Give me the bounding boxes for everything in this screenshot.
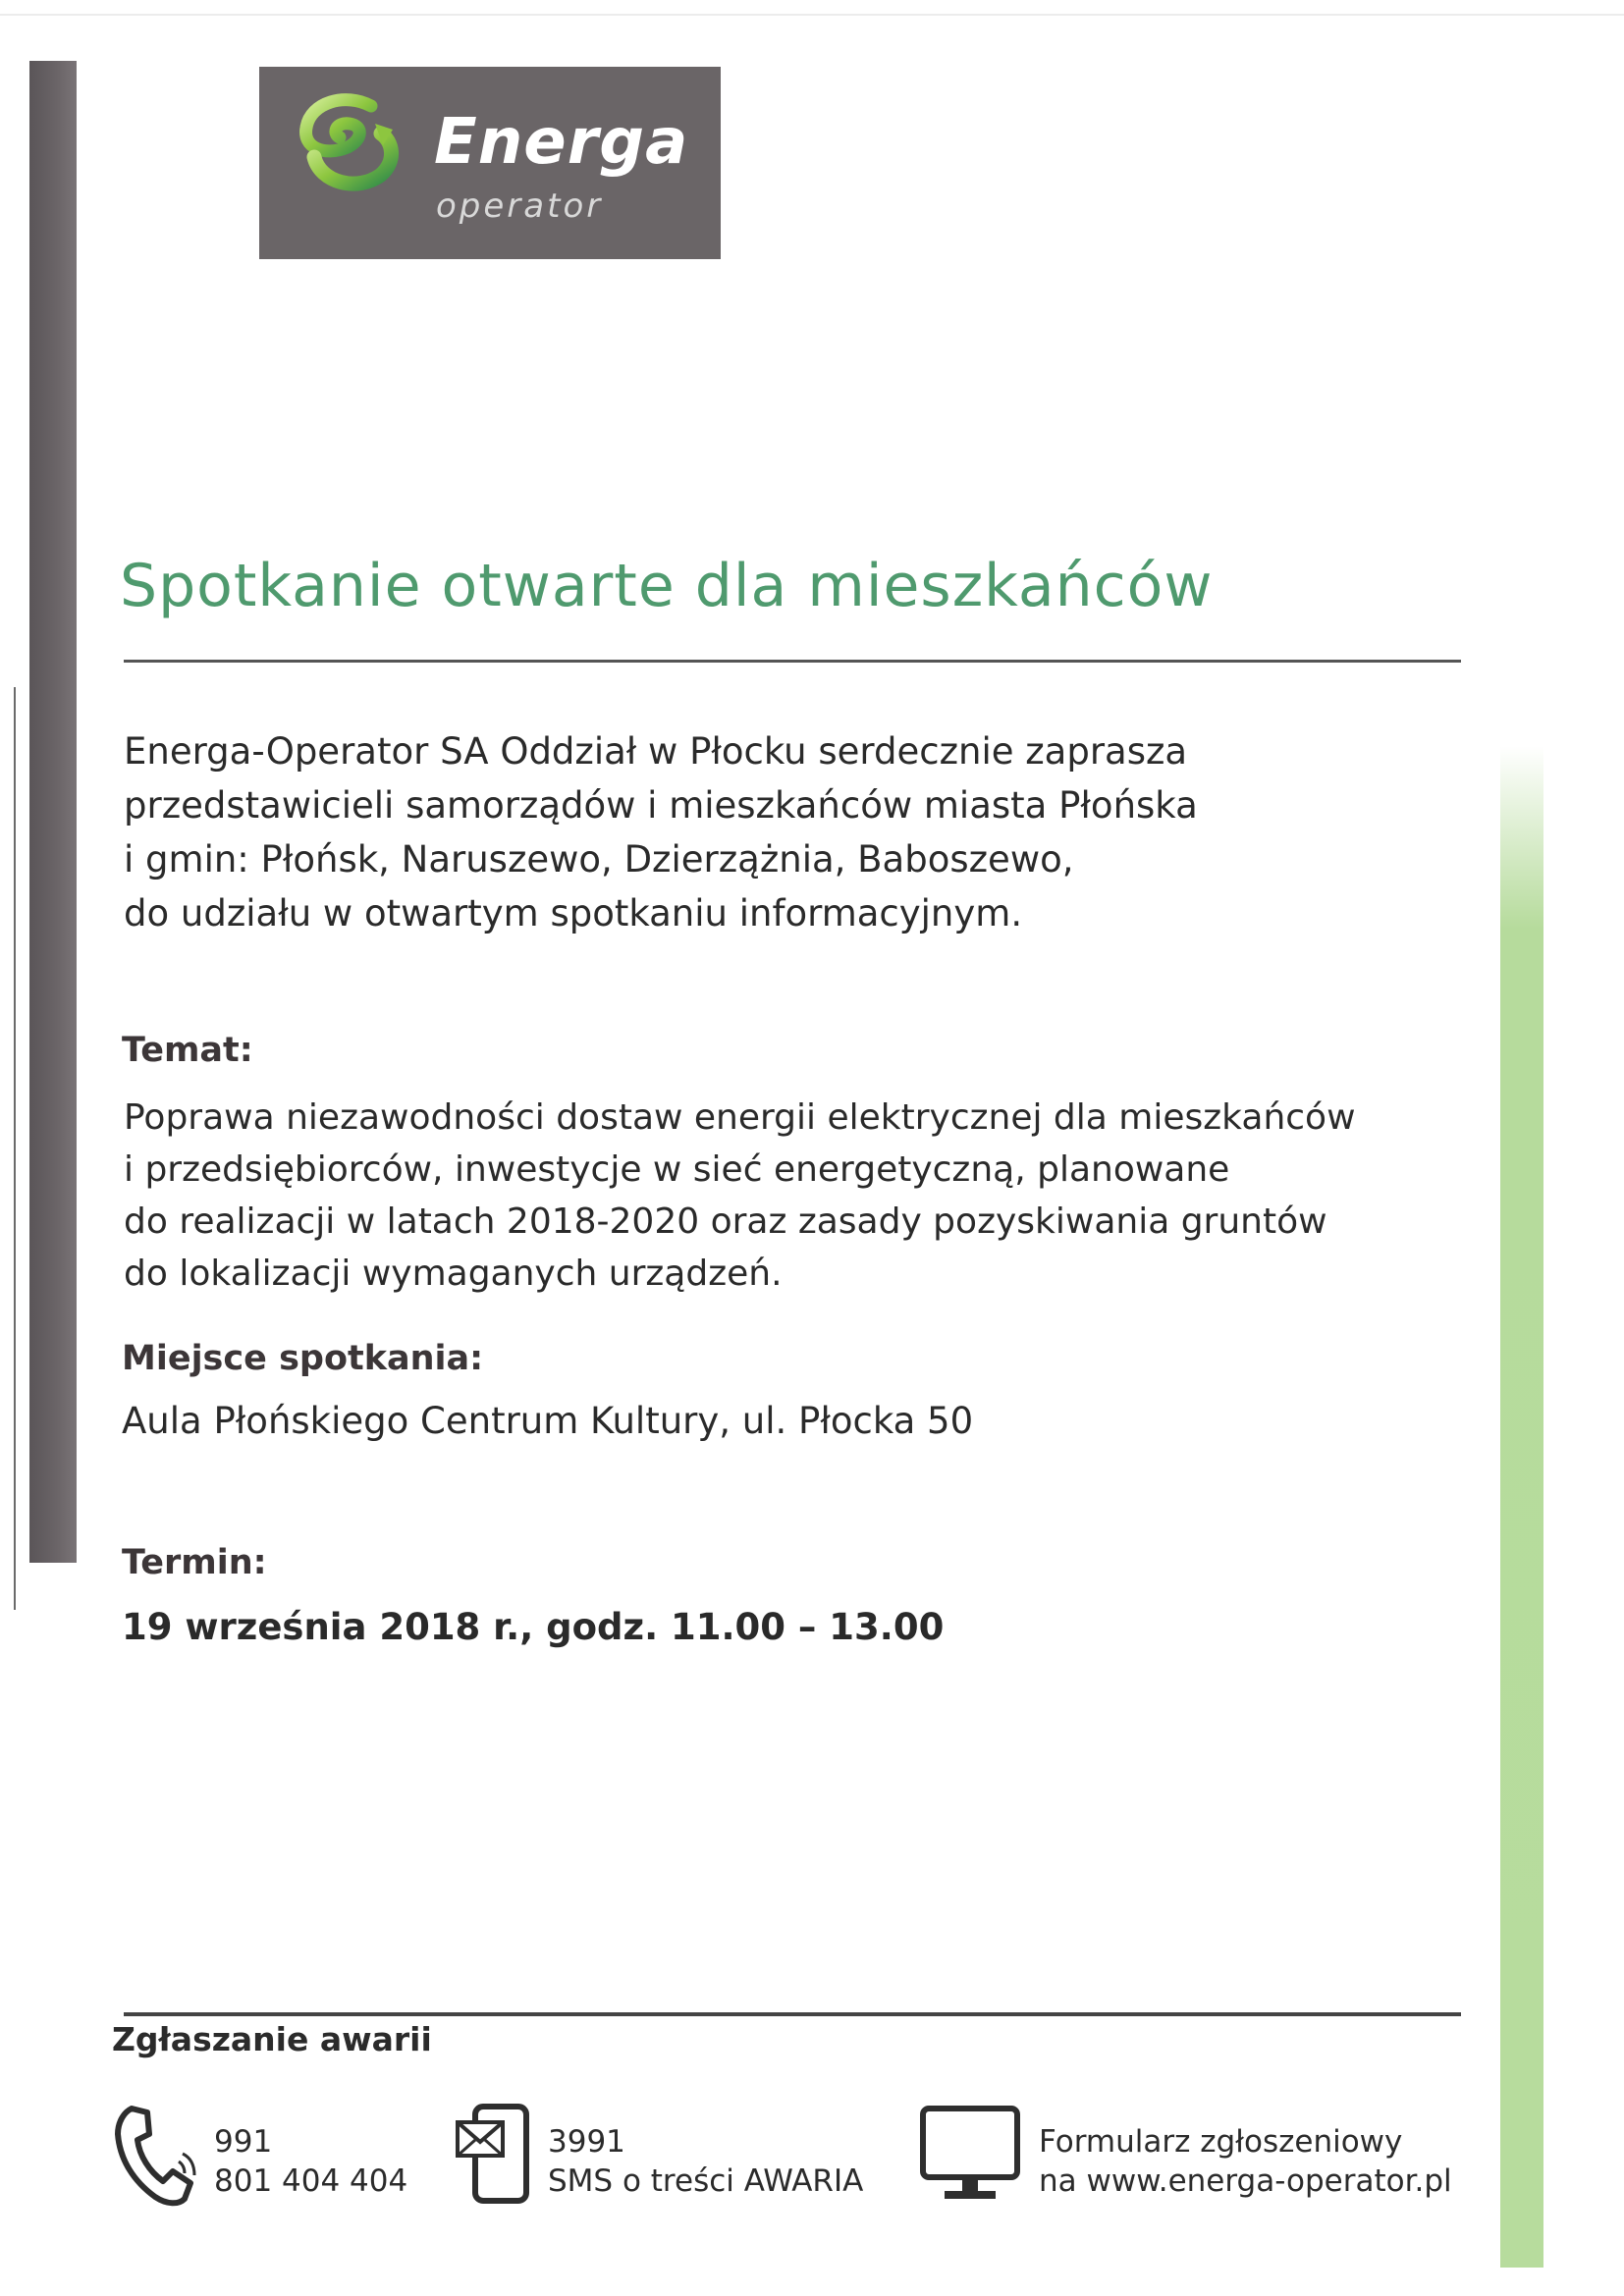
right-green-bar [1500,746,1543,2268]
phone-number: 991 [214,2124,273,2160]
top-edge-line [0,14,1624,16]
intro-paragraph [124,724,1469,940]
monitor-icon [917,2101,1025,2209]
left-decorative-bar [29,61,77,1563]
logo-subbrand: operator [436,187,604,226]
topic-line: do realizacji w latach 2018-2020 oraz zasady pozyskiwania gruntów [124,1201,1327,1242]
energa-operator-logo [259,67,721,259]
topic-label: Temat: [122,1031,253,1070]
title-divider [124,660,1461,663]
sms-number: 3991 [548,2124,625,2160]
topic-line: do lokalizacji wymaganych urządzeń. [124,1254,783,1294]
logo-brand: Energa [434,106,689,179]
contact-sms [450,2101,901,2209]
failure-report-label: Zgłaszanie awarii [112,2020,432,2058]
form-label: Formularz zgłoszeniowy [1039,2124,1403,2160]
sms-text: SMS o treści AWARIA [548,2163,864,2199]
page-title: Spotkanie otwarte dla mieszkańców [120,552,1214,620]
sms-icon [450,2101,538,2209]
intro-line: i gmin: Płońsk, Naruszewo, Dzierzążnia, Baboszewo, [124,838,1074,881]
term-value: 19 września 2018 r., godz. 11.00 – 13.00 [122,1606,945,1648]
phone-numbers [214,2122,407,2201]
topic-line: i przedsiębiorców, inwestycje w sieć energetyczną, planowane [124,1149,1230,1190]
intro-line: przedstawicieli samorządów i mieszkańców miasta Płońska [124,784,1198,827]
energa-swirl-icon [295,88,405,198]
contact-form [917,2101,1487,2209]
intro-line: Energa-Operator SA Oddział w Płocku serdecznie zaprasza [124,730,1188,773]
topic-line: Poprawa niezawodności dostaw energii elektrycznej dla mieszkańców [124,1097,1356,1138]
place-value: Aula Płońskiego Centrum Kultury, ul. Płocka 50 [122,1400,974,1442]
form-info [1039,2122,1452,2201]
contact-phone [110,2101,424,2209]
intro-line: do udziału w otwartym spotkaniu informacyjnym. [124,892,1023,934]
form-url: na www.energa-operator.pl [1039,2163,1452,2199]
term-label: Termin: [122,1543,267,1582]
topic-paragraph [124,1092,1457,1300]
footer-divider [124,2012,1461,2016]
phone-icon [110,2101,204,2209]
phone-number: 801 404 404 [214,2163,408,2199]
left-edge-line [14,687,16,1610]
sms-info [548,2122,863,2201]
place-label: Miejsce spotkania: [122,1339,484,1378]
